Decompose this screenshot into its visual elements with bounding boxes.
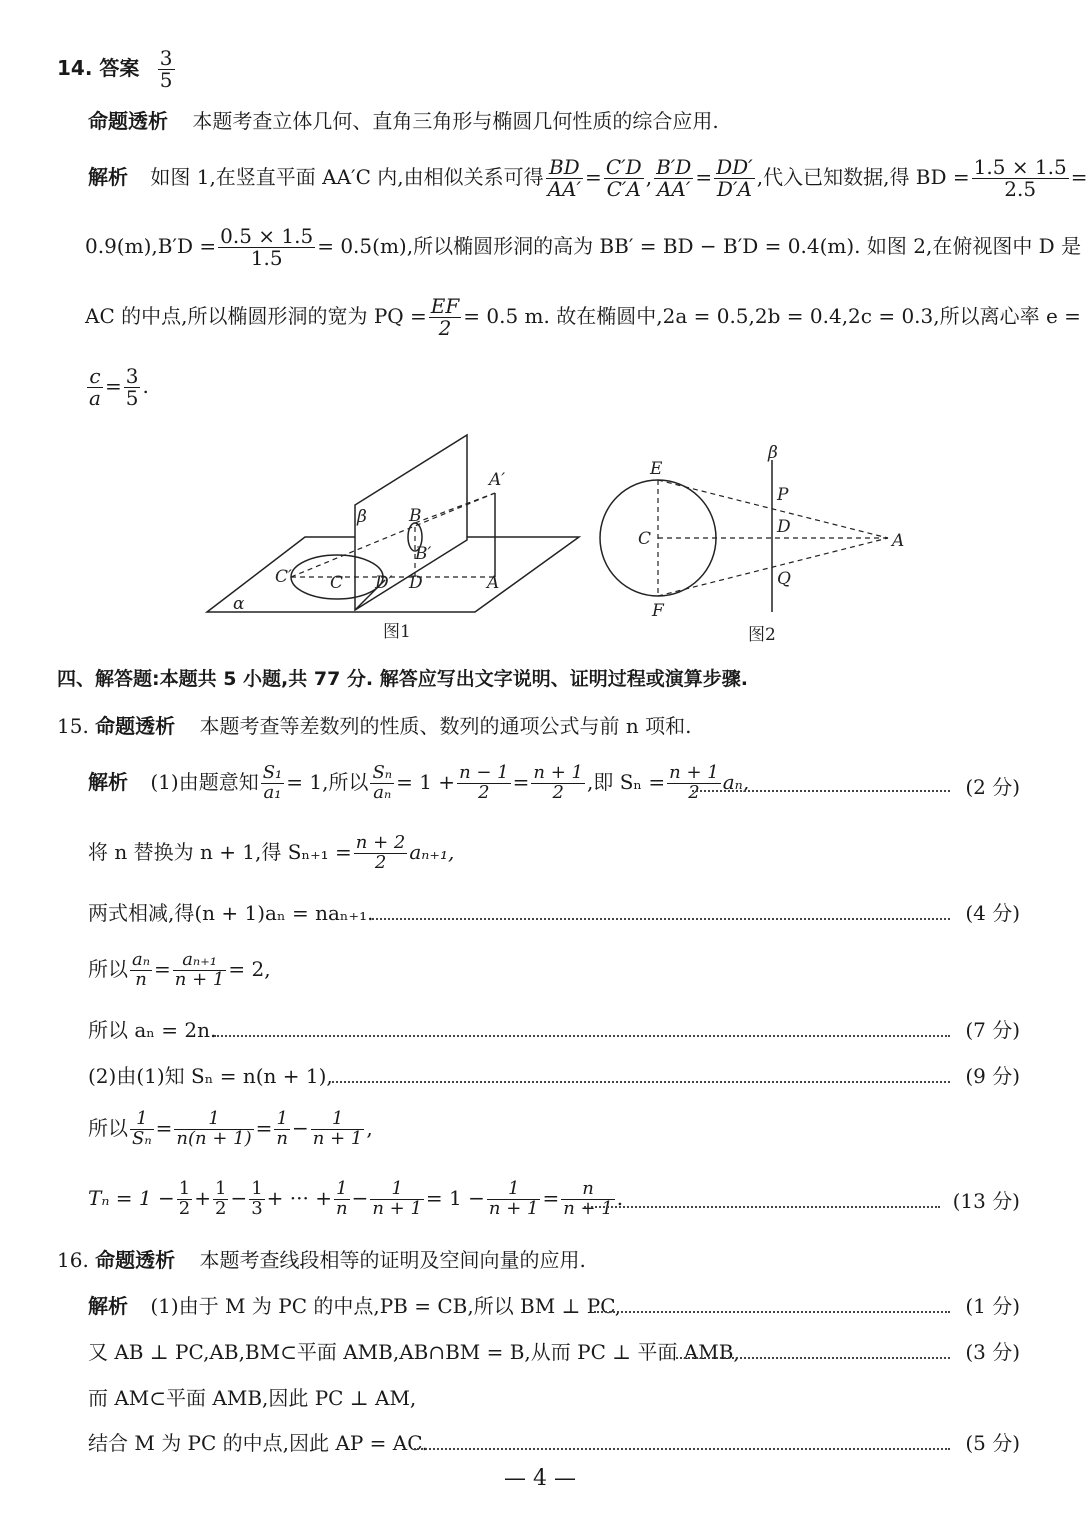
fraction: $\frac{n + 2}{2}$ bbox=[355, 832, 406, 873]
dot-leader bbox=[372, 918, 950, 920]
q16-intent bbox=[57, 1250, 586, 1270]
label-P: P bbox=[777, 485, 789, 505]
label-B1: B′ bbox=[415, 544, 432, 564]
label-A: A bbox=[892, 531, 905, 551]
q15-line-2: 将 n 替换为 n + 1,得 Sₙ₊₁ = $\frac{n + 2}{2}$ aₙ₊₁, bbox=[88, 832, 455, 873]
q16-intent-label: 命题透析 bbox=[95, 1248, 176, 1272]
label-Q: Q bbox=[777, 569, 791, 589]
q15-line-5: 所以 aₙ = 2n. bbox=[88, 1018, 217, 1042]
fraction: $\frac{1}{n + 1}$ bbox=[488, 1178, 539, 1219]
q14-intent bbox=[88, 111, 719, 131]
label-C1: C′ bbox=[275, 567, 292, 587]
figure-2 bbox=[590, 440, 920, 650]
score-7: (7 分) bbox=[965, 1018, 1020, 1042]
q16-line-1: 解析 (1)由于 M 为 PC 的中点,PB = CB,所以 BM ⊥ PC, bbox=[88, 1294, 622, 1318]
q15-intent-text: 本题考查等差数列的性质、数列的通项公式与前 n 项和. bbox=[199, 714, 692, 738]
score-9: (9 分) bbox=[965, 1064, 1020, 1088]
dot-leader bbox=[414, 1448, 950, 1450]
q15-intent bbox=[57, 716, 691, 736]
q14-answer bbox=[57, 48, 177, 91]
q15-sol-label: 解析 bbox=[88, 769, 128, 794]
q15-number: 15. bbox=[57, 714, 89, 738]
figure-2-caption: 图2 bbox=[748, 625, 776, 645]
q14-answer-fraction: $\frac{3}{5}$ bbox=[159, 46, 173, 92]
fraction: $\frac{1}{\text{Sₙ}}$ bbox=[132, 1108, 152, 1149]
fraction: $\frac{1}{n}$ bbox=[276, 1108, 288, 1149]
q16-line-4: 结合 M 为 PC 的中点,因此 AP = AC. bbox=[88, 1431, 429, 1455]
q15-line-8: Tₙ = 1 − $\frac{1}{2}$ + $\frac{1}{2}$ − $\frac{1}{3}$ + ··· + $\frac{1}{n}$ − $\frac{1}{n + 1}$ = 1 − $\frac{1}{n + 1}$ = $\frac{n}{n + 1}$ . bbox=[88, 1178, 624, 1219]
label-alpha: α bbox=[233, 594, 245, 614]
label-C: C bbox=[330, 573, 344, 593]
score-4: (4 分) bbox=[965, 901, 1020, 925]
fraction: $\frac{EF}{2}$ bbox=[430, 294, 460, 340]
fraction: $\frac{1}{n}$ bbox=[335, 1178, 348, 1219]
fraction: $\frac{1}{n + 1}$ bbox=[372, 1178, 422, 1219]
fraction: $\frac{0.5 \times 1.5}{1.5}$ bbox=[220, 224, 314, 270]
q16-number: 16. bbox=[57, 1248, 89, 1272]
q14-intent-text: 本题考查立体几何、直角三角形与椭圆几何性质的综合应用. bbox=[192, 109, 719, 133]
label-B: B bbox=[409, 506, 422, 526]
dot-leader bbox=[692, 790, 950, 792]
label-A: A bbox=[487, 573, 500, 593]
q14-solution-line-1: 解析 如图 1,在竖直平面 AA′C 内,由相似关系可得 $\frac{BD}{AA'}$ = $\frac{C'D}{C'A}$ , $\frac{B'D}{AA'}$ = $\frac{DD'}{D'A}$ ,代入已知数据,得 BD = $\frac{1.5 \times 1.5}{2.5}$ = bbox=[88, 155, 1088, 201]
score-2: (2 分) bbox=[965, 775, 1020, 799]
label-C: C bbox=[638, 529, 652, 549]
figure-1 bbox=[195, 425, 595, 650]
fraction: $\frac{C'D}{C'A}$ bbox=[605, 155, 642, 201]
q14-solution-line-3: AC 的中点,所以椭圆形洞的宽为 PQ = $\frac{EF}{2}$ = 0.5 m. 故在椭圆中,2a = 0.5,2b = 0.4,2c = 0.3,所以离心率 e = bbox=[85, 294, 1081, 340]
score-13: (13 分) bbox=[952, 1189, 1020, 1213]
dot-leader bbox=[676, 1357, 950, 1359]
fraction: $\frac{c}{a}$ bbox=[89, 364, 101, 410]
figure-1-caption: 图1 bbox=[383, 622, 411, 642]
q16-intent-text: 本题考查线段相等的证明及空间向量的应用. bbox=[199, 1248, 586, 1272]
q15-line-7: 所以 $\frac{1}{\text{Sₙ}}$ = $\frac{1}{n(n + 1)}$ = $\frac{1}{n}$ − $\frac{1}{n + 1}$ , bbox=[88, 1108, 373, 1149]
fraction: $\frac{\text{S₁}}{\text{a₁}}$ bbox=[262, 762, 283, 803]
fraction: $\frac{1}{n + 1}$ bbox=[312, 1108, 363, 1149]
q14-title: 14. 答案 bbox=[57, 56, 140, 80]
label-D: D bbox=[409, 573, 423, 593]
fraction: $\frac{n - 1}{2}$ bbox=[459, 762, 509, 803]
fraction: $\frac{1}{2}$ bbox=[214, 1178, 227, 1219]
fraction: $\frac{\text{aₙ₊₁}}{n + 1}$ bbox=[174, 949, 225, 990]
score-5: (5 分) bbox=[965, 1431, 1020, 1455]
label-D1: D′ bbox=[375, 573, 393, 593]
q16-sol-label: 解析 bbox=[88, 1294, 128, 1318]
q16-line-3: 而 AM⊂平面 AMB,因此 PC ⊥ AM, bbox=[88, 1386, 417, 1410]
score-1: (1 分) bbox=[965, 1294, 1020, 1318]
q15-line-4: 所以 $\frac{\text{aₙ}}{n}$ = $\frac{\text{aₙ₊₁}}{n + 1}$ = 2, bbox=[88, 949, 271, 990]
fraction: $\frac{BD}{AA'}$ bbox=[547, 155, 582, 201]
label-E: E bbox=[650, 459, 663, 479]
q15-line-1: 解析 (1)由题意知 $\frac{\text{S₁}}{\text{a₁}}$ = 1,所以 $\frac{\text{Sₙ}}{\text{aₙ}}$ = 1 + $\frac{n - 1}{2}$ = $\frac{n + 1}{2}$ ,即 Sₙ = $\frac{n + 1}{2}$ aₙ, bbox=[88, 762, 750, 803]
label-beta: β bbox=[357, 507, 367, 527]
label-D: D bbox=[777, 517, 791, 537]
dot-leader bbox=[594, 1311, 950, 1313]
fraction: $\frac{\text{aₙ}}{n}$ bbox=[132, 949, 151, 990]
label-A1: A′ bbox=[489, 470, 506, 490]
dot-leader bbox=[584, 1206, 940, 1208]
section-4-heading: 四、解答题:本题共 5 小题,共 77 分. 解答应写出文字说明、证明过程或演算步骤. bbox=[57, 668, 748, 690]
fraction: $\frac{\text{Sₙ}}{\text{aₙ}}$ bbox=[372, 762, 393, 803]
q14-sol-label: 解析 bbox=[88, 165, 128, 189]
fraction: $\frac{1}{3}$ bbox=[251, 1178, 263, 1219]
fraction: $\frac{1.5 \times 1.5}{2.5}$ bbox=[973, 155, 1067, 201]
page-number: — 4 — bbox=[504, 1466, 576, 1491]
fraction: $\frac{n + 1}{2}$ bbox=[669, 762, 719, 803]
dot-leader bbox=[214, 1035, 950, 1037]
q15-line-6: (2)由(1)知 Sₙ = n(n + 1), bbox=[88, 1064, 333, 1088]
label-F: F bbox=[652, 601, 664, 621]
fraction: $\frac{n + 1}{2}$ bbox=[533, 762, 583, 803]
fraction: $\frac{1}{2}$ bbox=[178, 1178, 191, 1219]
fraction: $\frac{B'D}{AA'}$ bbox=[656, 155, 692, 201]
fraction: $\frac{DD'}{D'A}$ bbox=[716, 155, 753, 201]
fraction: $\frac{n}{n + 1}$ bbox=[563, 1178, 613, 1219]
q15-line-3: 两式相减,得(n + 1)aₙ = naₙ₊₁. bbox=[88, 901, 374, 925]
score-3: (3 分) bbox=[965, 1340, 1020, 1364]
q16-line-2: 又 AB ⊥ PC,AB,BM⊂平面 AMB,AB∩BM = B,从而 PC ⊥ 平面 AMB, bbox=[88, 1340, 740, 1364]
q14-solution-line-4: $\frac{c}{a}$ = $\frac{3}{5}$ . bbox=[89, 364, 149, 410]
fraction: $\frac{3}{5}$ bbox=[125, 364, 139, 410]
label-beta: β bbox=[768, 443, 778, 463]
fraction: $\frac{1}{n(n + 1)}$ bbox=[176, 1108, 252, 1149]
q14-intent-label: 命题透析 bbox=[88, 109, 168, 133]
q15-intent-label: 命题透析 bbox=[95, 714, 176, 738]
dot-leader bbox=[332, 1081, 950, 1083]
q14-solution-line-2: 0.9(m),B′D = $\frac{0.5 \times 1.5}{1.5}$ = 0.5(m),所以椭圆形洞的高为 BB′ = BD − B′D = 0.4(m). 如图 2,在俯视图中 D 是 bbox=[85, 224, 1082, 270]
